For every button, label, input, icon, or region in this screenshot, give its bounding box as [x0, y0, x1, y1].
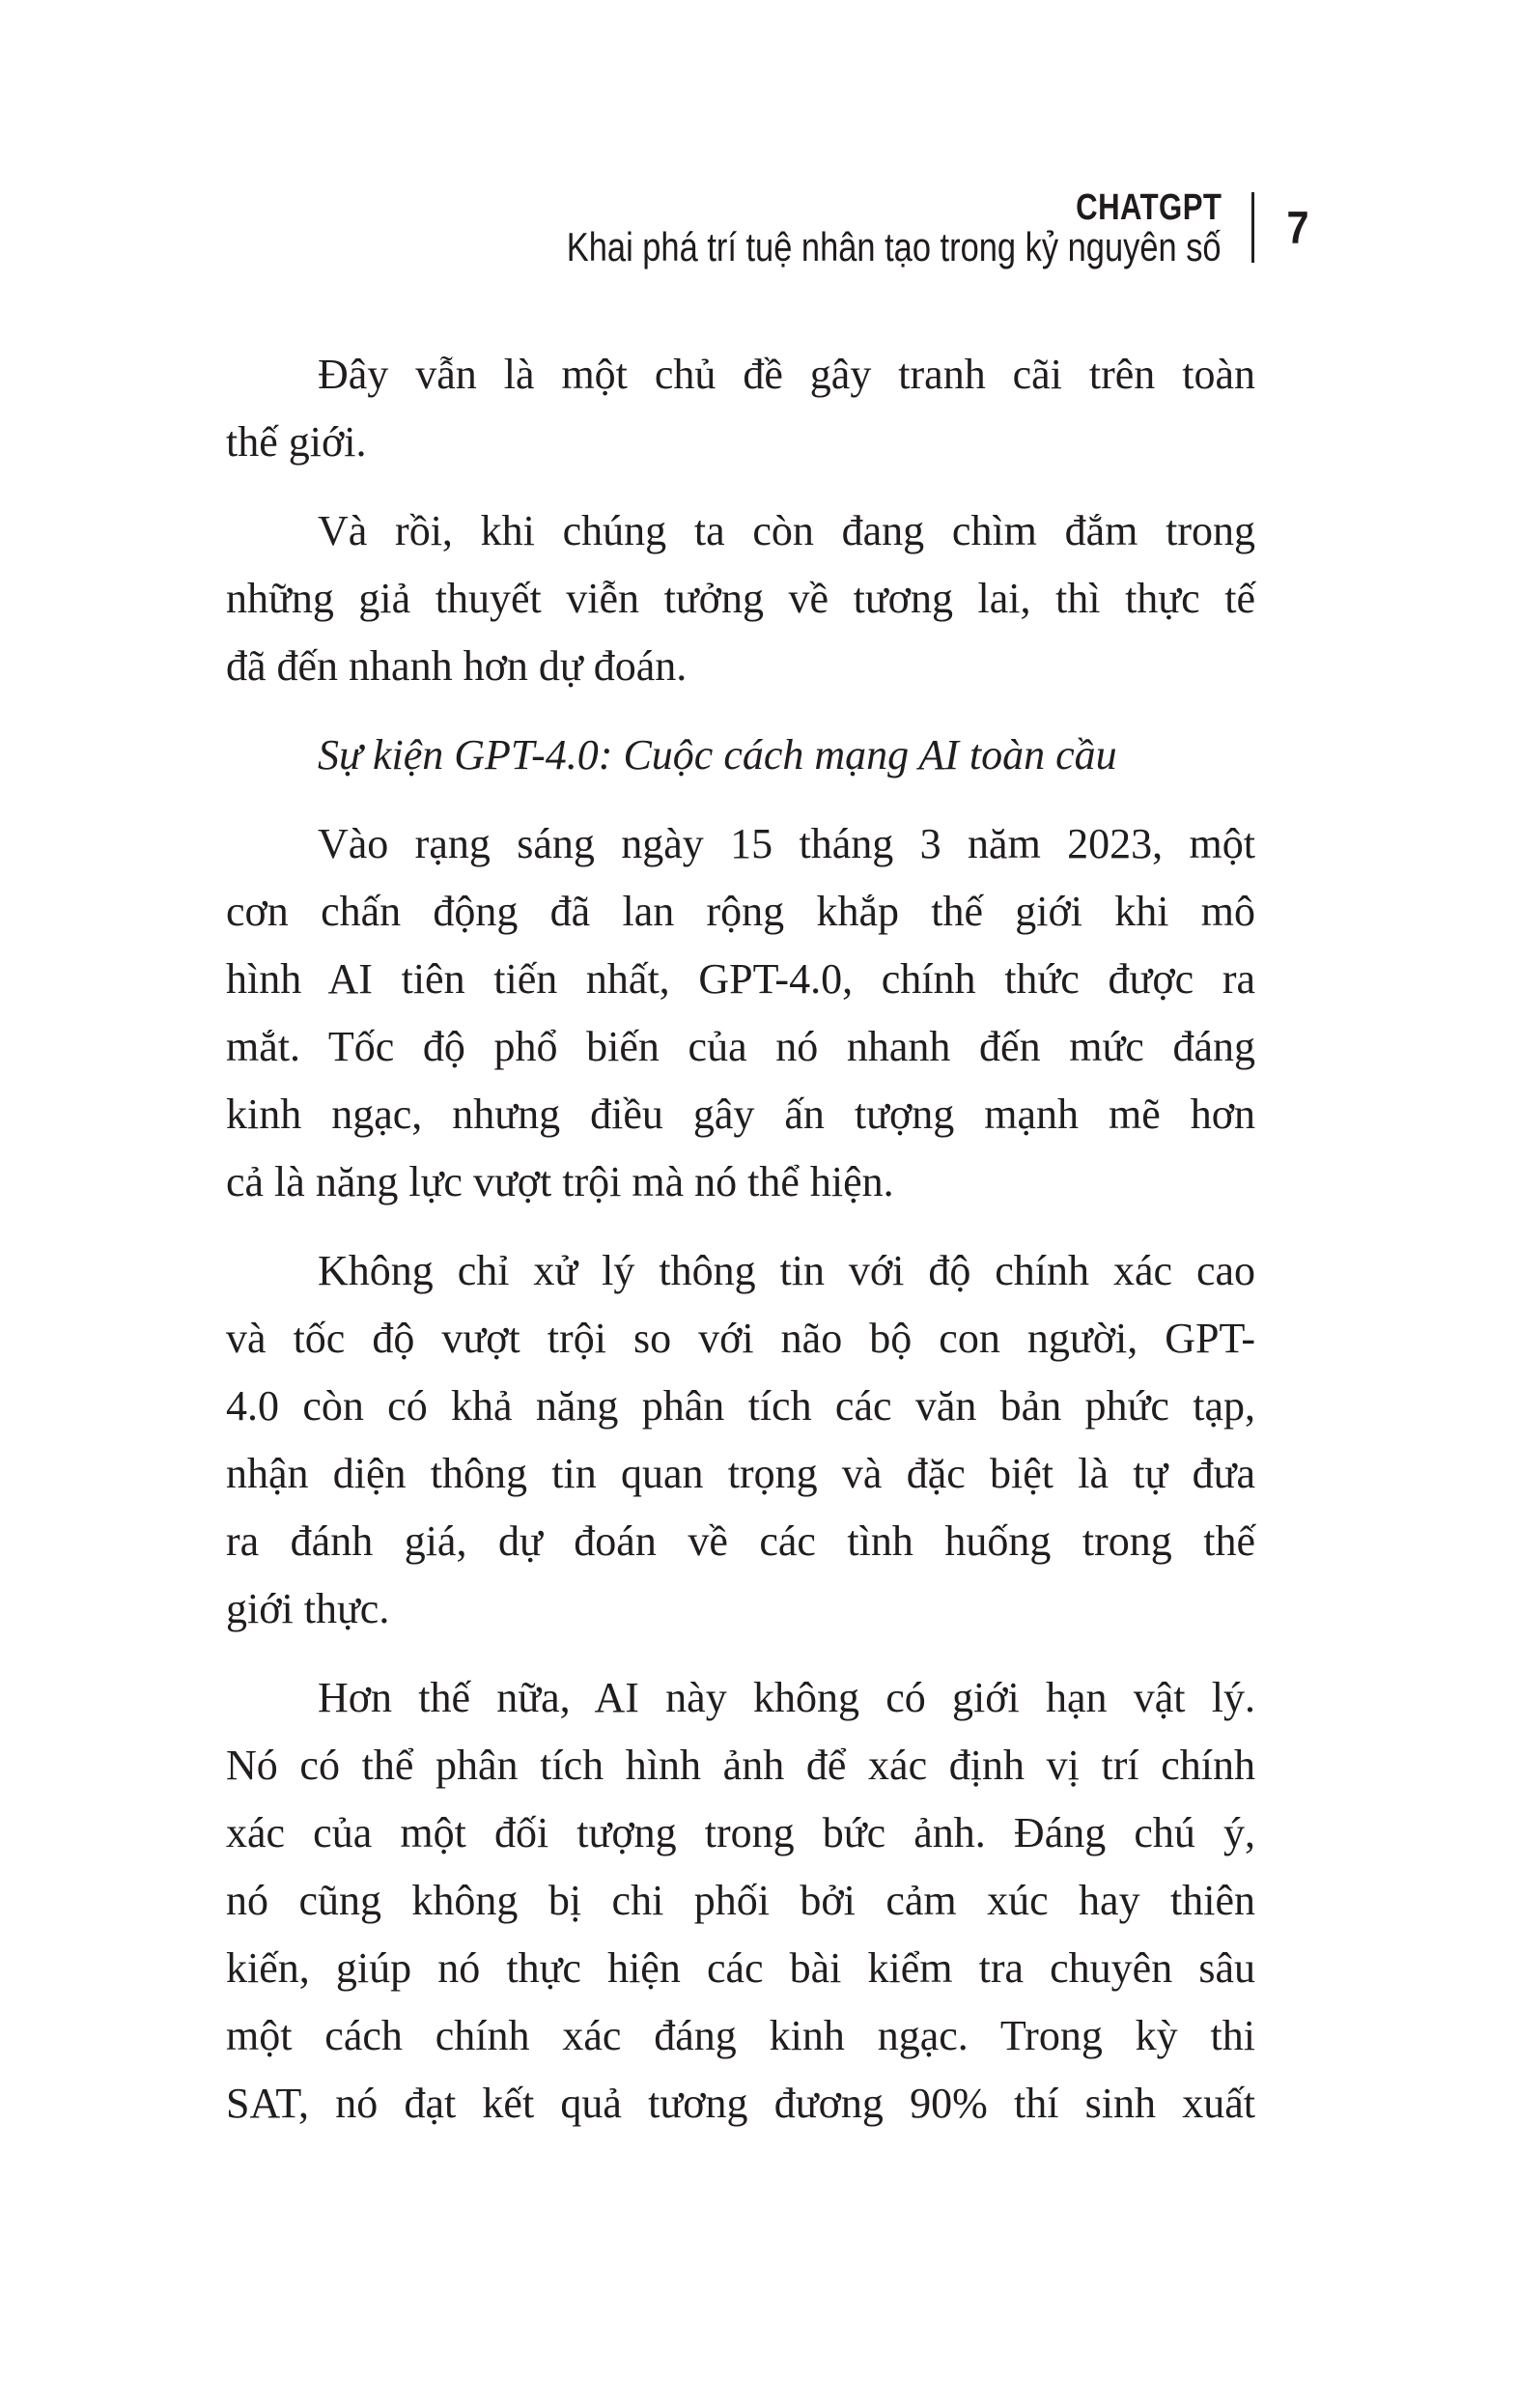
text-line: Nó có thể phân tích hình ảnh để xác định vị trí chính — [226, 1742, 1255, 1789]
paragraph — [226, 810, 1255, 1216]
text-line: mắt. Tốc độ phổ biến của nó nhanh đến mức đáng — [226, 1023, 1255, 1070]
header-divider — [1251, 192, 1254, 263]
text-line: giới thực. — [226, 1585, 390, 1632]
text-line: một cách chính xác đáng kinh ngạc. Trong kỳ thi — [226, 2012, 1255, 2059]
paragraph — [226, 497, 1255, 700]
text-line: hình AI tiên tiến nhất, GPT-4.0, chính thức được ra — [226, 955, 1255, 1003]
text-line: thế giới. — [226, 418, 367, 466]
text-line: Đây vẫn là một chủ đề gây tranh cãi trên toàn — [318, 351, 1255, 398]
text-column — [226, 341, 1255, 2159]
text-line: nó cũng không bị chi phối bởi cảm xúc hay thiên — [226, 1877, 1255, 1924]
text-line: đã đến nhanh hơn dự đoán. — [226, 642, 688, 690]
text-line: kinh ngạc, nhưng điều gây ấn tượng mạnh mẽ hơn — [226, 1091, 1255, 1138]
paragraph — [226, 1664, 1255, 2138]
text-line: SAT, nó đạt kết quả tương đương 90% thí sinh xuất — [226, 2080, 1255, 2127]
text-line: nhận diện thông tin quan trọng và đặc biệt là tự đưa — [226, 1450, 1255, 1497]
paragraph — [226, 341, 1255, 476]
book-subtitle-row — [423, 226, 1222, 269]
heading-line: Sự kiện GPT-4.0: Cuộc cách mạng AI toàn cầu — [318, 731, 1117, 779]
text-line: Vào rạng sáng ngày 15 tháng 3 năm 2023, một — [318, 820, 1255, 867]
text-line: Hơn thế nữa, AI này không có giới hạn vật lý. — [318, 1674, 1255, 1721]
running-header — [423, 189, 1222, 269]
book-subtitle: Khai phá trí tuệ nhân tạo trong kỷ nguyên số — [567, 224, 1222, 269]
text-line: cơn chấn động đã lan rộng khắp thế giới khi mô — [226, 888, 1255, 935]
text-line: 4.0 còn có khả năng phân tích các văn bản phức tạp, — [226, 1382, 1255, 1430]
text-line: và tốc độ vượt trội so với não bộ con người, GPT- — [226, 1315, 1255, 1362]
text-line: những giả thuyết viễn tưởng về tương lai, thì thực tế — [226, 575, 1255, 622]
book-title: CHATGPT — [1075, 187, 1222, 228]
text-line: kiến, giúp nó thực hiện các bài kiểm tra chuyên sâu — [226, 1944, 1255, 1992]
page-number: 7 — [1286, 202, 1309, 253]
text-line: ra đánh giá, dự đoán về các tình huống trong thế — [226, 1517, 1255, 1565]
book-title-row — [423, 189, 1222, 226]
text-line: Không chỉ xử lý thông tin với độ chính xác cao — [318, 1247, 1255, 1294]
paragraph — [226, 1237, 1255, 1643]
section-heading — [226, 722, 1255, 789]
text-line: xác của một đối tượng trong bức ảnh. Đáng chú ý, — [226, 1809, 1255, 1856]
text-line: cả là năng lực vượt trội mà nó thể hiện. — [226, 1158, 894, 1205]
text-line: Và rồi, khi chúng ta còn đang chìm đắm trong — [318, 507, 1255, 554]
